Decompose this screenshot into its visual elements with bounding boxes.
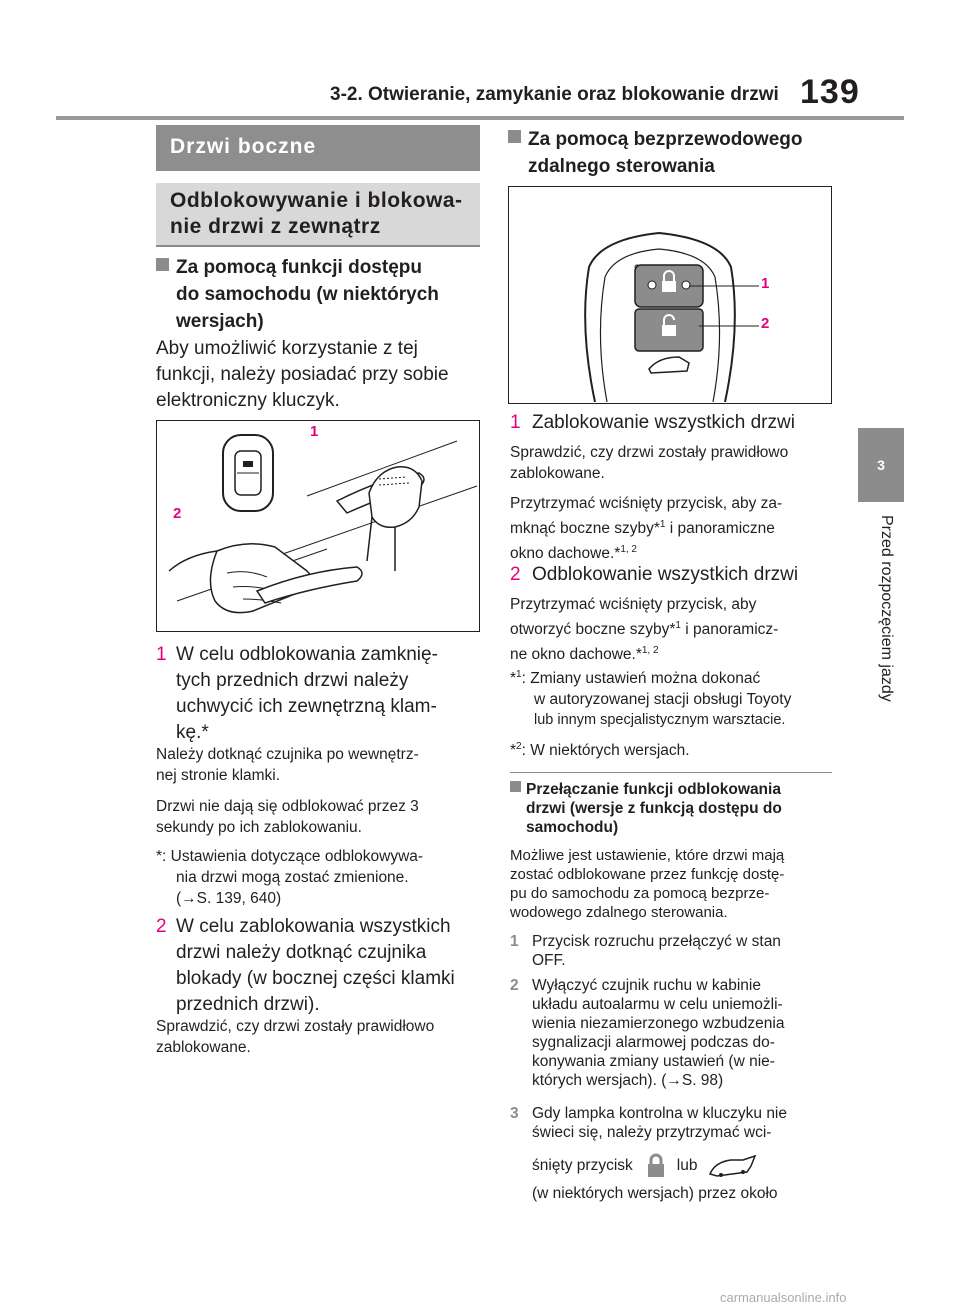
figure-label: 1	[310, 423, 319, 440]
figure-label: 1	[761, 275, 770, 292]
left-note-1: Należy dotknąć czujnika po wewnętrz- nej stronie klamki.	[156, 746, 419, 784]
right-footnote-1: *$^1$: Zmiany ustawień można dokonać w autoryzowanej stacji obsługi Toyoty lub innym specjalistycznym warsztacie.	[510, 669, 792, 729]
left-heading: Za pomocą funkcji dostępu do samochodu (w niektórych wersjach)	[156, 254, 486, 335]
left-step-1: 1 W celu odblokowania zamknię- tych przednich drzwi należy uchwycić ich zewnętrzną klam- kę.*	[156, 644, 438, 743]
lock-icon	[645, 1152, 667, 1178]
header-rule	[56, 116, 904, 120]
chapter-tab	[858, 428, 904, 502]
left-note-3: Sprawdzić, czy drzwi zostały prawidłowo zablokowane.	[156, 1018, 435, 1056]
right-item-1-title: 1 Zablokowanie wszystkich drzwi	[510, 412, 795, 433]
right-item-2-title: 2 Odblokowanie wszystkich drzwi	[510, 564, 799, 585]
subsection-title-line: nie drzwi z zewnątrz	[170, 215, 381, 238]
square-bullet-icon	[508, 130, 521, 143]
section-title: Drzwi boczne	[156, 125, 480, 171]
page-number: 139	[800, 73, 860, 111]
chapter-label: Przed rozpoczęciem jazdy	[878, 515, 895, 702]
subsection-title-line: Odblokowywanie i blokowa-	[170, 189, 463, 212]
figure-label: 2	[761, 315, 770, 332]
running-header: 3-2. Otwieranie, zamykanie oraz blokowanie drzwi	[330, 84, 779, 105]
switch-step-2: 2 Wyłączyć czujnik ruchu w kabinie układu autoalarmu w celu uniemożli- wienia niezamierzonego wzbudzenia sygnalizacji alarmowej podczas do- konywania zmiany ustawień (w nie- których wersjach). (→S. 98)	[510, 977, 785, 1089]
switch-step-1: 1 Przycisk rozruchu przełączyć w stan OFF.	[510, 933, 781, 969]
chapter-number: 3	[877, 457, 885, 473]
section-divider	[510, 772, 832, 773]
right-heading: Za pomocą bezprzewodowego zdalnego sterowania	[508, 126, 838, 180]
remote-key-illustration	[509, 187, 830, 402]
square-bullet-icon	[510, 781, 521, 792]
square-bullet-icon	[156, 258, 169, 271]
right-item-1-text: Sprawdzić, czy drzwi zostały prawidłowo zablokowane. Przytrzymać wciśnięty przycisk, aby za- mknąć boczne szyby*$^1$ i panoramiczne okno dachowe.*$^{1, 2}$	[510, 444, 789, 563]
tailgate-icon	[707, 1152, 759, 1178]
left-footnote: *: Ustawienia dotyczące odblokowywa- nia drzwi mogą zostać zmienione. (→S. 139, 640)	[156, 848, 424, 907]
subsection-rule	[156, 245, 480, 247]
subsection-title	[156, 183, 480, 245]
switch-step-3-icons-line: śnięty przycisk lub	[510, 1150, 840, 1180]
right-item-2-text: Przytrzymać wciśnięty przycisk, aby otworzyć boczne szyby*$^1$ i panoramicz- ne okno dachowe.*$^{1, 2}$	[510, 596, 779, 664]
footer-watermark: carmanualsonline.info	[720, 1290, 847, 1305]
left-step-2: 2 W celu zablokowania wszystkich drzwi należy dotknąć czujnika blokady (w bocznej części klamki przednich drzwi).	[156, 916, 455, 1015]
figure-label: 2	[173, 505, 182, 522]
left-intro: Aby umożliwić korzystanie z tej funkcji, należy posiadać przy sobie elektroniczny kluczyk.	[156, 338, 449, 411]
remote-key-figure	[508, 186, 832, 404]
right-footnote-2: *$^2$: W niektórych wersjach.	[510, 741, 690, 760]
left-note-2: Drzwi nie dają się odblokować przez 3 sekundy po ich zablokowaniu.	[156, 798, 419, 836]
switch-heading: Przełączanie funkcji odblokowania drzwi (wersje z funkcją dostępu do samochodu)	[510, 780, 840, 837]
door-handle-illustration	[157, 421, 478, 630]
door-handle-figure	[156, 420, 480, 632]
switch-step-3: 3 Gdy lampka kontrolna w kluczyku nie świeci się, należy przytrzymać wci- śnięty przycisk lub (w niektórych wersjach) przez około	[510, 1104, 840, 1203]
switch-intro: Możliwe jest ustawienie, które drzwi mają zostać odblokowane przez funkcję dostę- pu do samochodu za pomocą bezprze- wodowego zdalnego sterowania.	[510, 847, 785, 921]
